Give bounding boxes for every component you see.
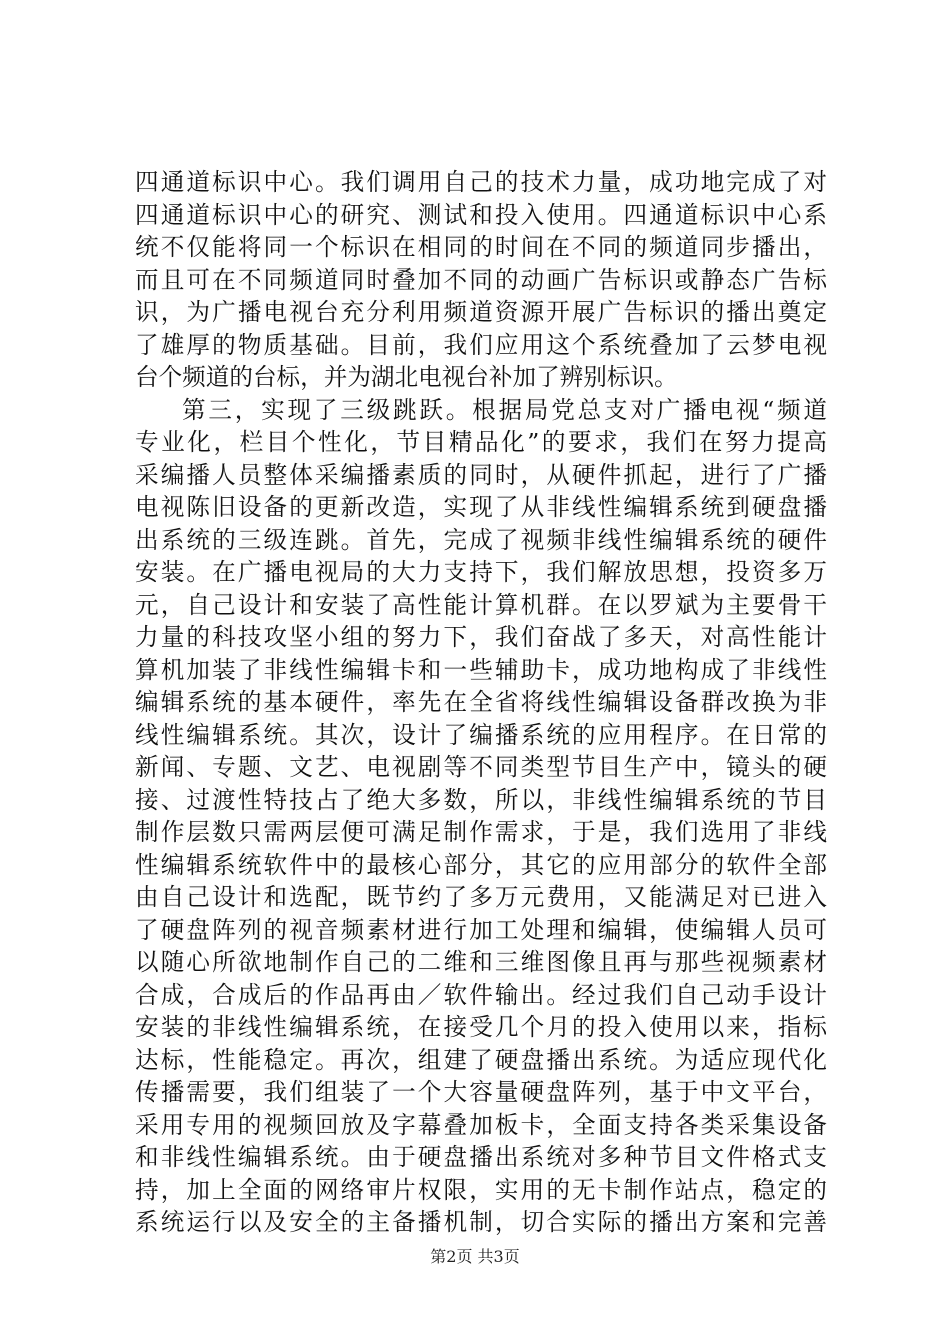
text-line: 系统运行以及安全的主备播机制，切合实际的播出方案和完善	[135, 1208, 827, 1236]
text-line: 持，加上全面的网络审片权限，实用的无卡制作站点，稳定的	[135, 1175, 827, 1204]
text-line: 安装的非线性编辑系统，在接受几个月的投入使用以来，指标	[135, 1013, 827, 1041]
text-line: 编辑系统的基本硬件，率先在全省将线性编辑设备群改换为非	[135, 688, 827, 716]
text-line: 力量的科技攻坚小组的努力下，我们奋战了多天，对高性能计	[135, 623, 827, 651]
text-line: 了雄厚的物质基础。目前，我们应用这个系统叠加了云梦电视	[135, 330, 827, 359]
text-line: 以随心所欲地制作自己的二维和三维图像且再与那些视频素材	[135, 948, 827, 976]
text-line: 采用专用的视频回放及字幕叠加板卡，全面支持各类采集设备	[135, 1110, 827, 1139]
text-line: 四通道标识中心的研究、测试和投入使用。四通道标识中心系	[135, 200, 827, 229]
text-line: 由自己设计和选配，既节约了多万元费用，又能满足对已进入	[135, 883, 827, 911]
text-line: 四通道标识中心。我们调用自己的技术力量，成功地完成了对	[135, 168, 827, 196]
document-body	[135, 166, 827, 1239]
text-line: 元，自己设计和安装了高性能计算机群。在以罗斌为主要骨干	[135, 590, 827, 619]
text-line: 制作层数只需两层便可满足制作需求，于是，我们选用了非线	[135, 818, 827, 846]
text-line: 安装。在广播电视局的大力支持下，我们解放思想，投资多万	[135, 558, 827, 586]
page-footer	[0, 1247, 950, 1267]
text-line: 识，为广播电视台充分利用频道资源开展广告标识的播出奠定	[135, 298, 827, 326]
text-line: 合成，合成后的作品再由／软件输出。经过我们自己动手设计	[135, 980, 827, 1009]
text-line: 算机加装了非线性编辑卡和一些辅助卡，成功地构成了非线性	[135, 655, 827, 684]
text-line: 线性编辑系统。其次，设计了编播系统的应用程序。在日常的	[135, 720, 827, 749]
text-line: 而且可在不同频道同时叠加不同的动画广告标识或静态广告标	[135, 265, 827, 294]
text-line: 传播需要，我们组装了一个大容量硬盘阵列，基于中文平台，	[135, 1078, 827, 1106]
text-line: 接、过渡性特技占了绝大多数，所以，非线性编辑系统的节目	[135, 785, 827, 814]
text-line: 统不仅能将同一个标识在相同的时间在不同的频道同步播出，	[135, 233, 827, 261]
text-line: 新闻、专题、文艺、电视剧等不同类型节目生产中，镜头的硬	[135, 753, 827, 781]
text-line: 采编播人员整体采编播素质的同时，从硬件抓起，进行了广播	[135, 460, 827, 489]
text-line: 专业化，栏目个性化，节目精品化”的要求，我们在努力提高	[135, 428, 827, 456]
text-line: 了硬盘阵列的视音频素材进行加工处理和编辑，使编辑人员可	[135, 915, 827, 944]
text-line: 电视陈旧设备的更新改造，实现了从非线性编辑系统到硬盘播	[135, 493, 827, 521]
text-line: 第三，实现了三级跳跃。根据局党总支对广播电视“频道	[182, 395, 827, 424]
text-line: 出系统的三级连跳。首先，完成了视频非线性编辑系统的硬件	[135, 525, 827, 554]
text-line: 台个频道的台标，并为湖北电视台补加了辨别标识。	[135, 363, 678, 391]
text-line: 和非线性编辑系统。由于硬盘播出系统对多种节目文件格式支	[135, 1143, 827, 1171]
text-line: 达标，性能稳定。再次，组建了硬盘播出系统。为适应现代化	[135, 1045, 827, 1074]
page-number-label: 第2页 共3页	[430, 1247, 520, 1266]
text-line: 性编辑系统软件中的最核心部分，其它的应用部分的软件全部	[135, 850, 827, 879]
